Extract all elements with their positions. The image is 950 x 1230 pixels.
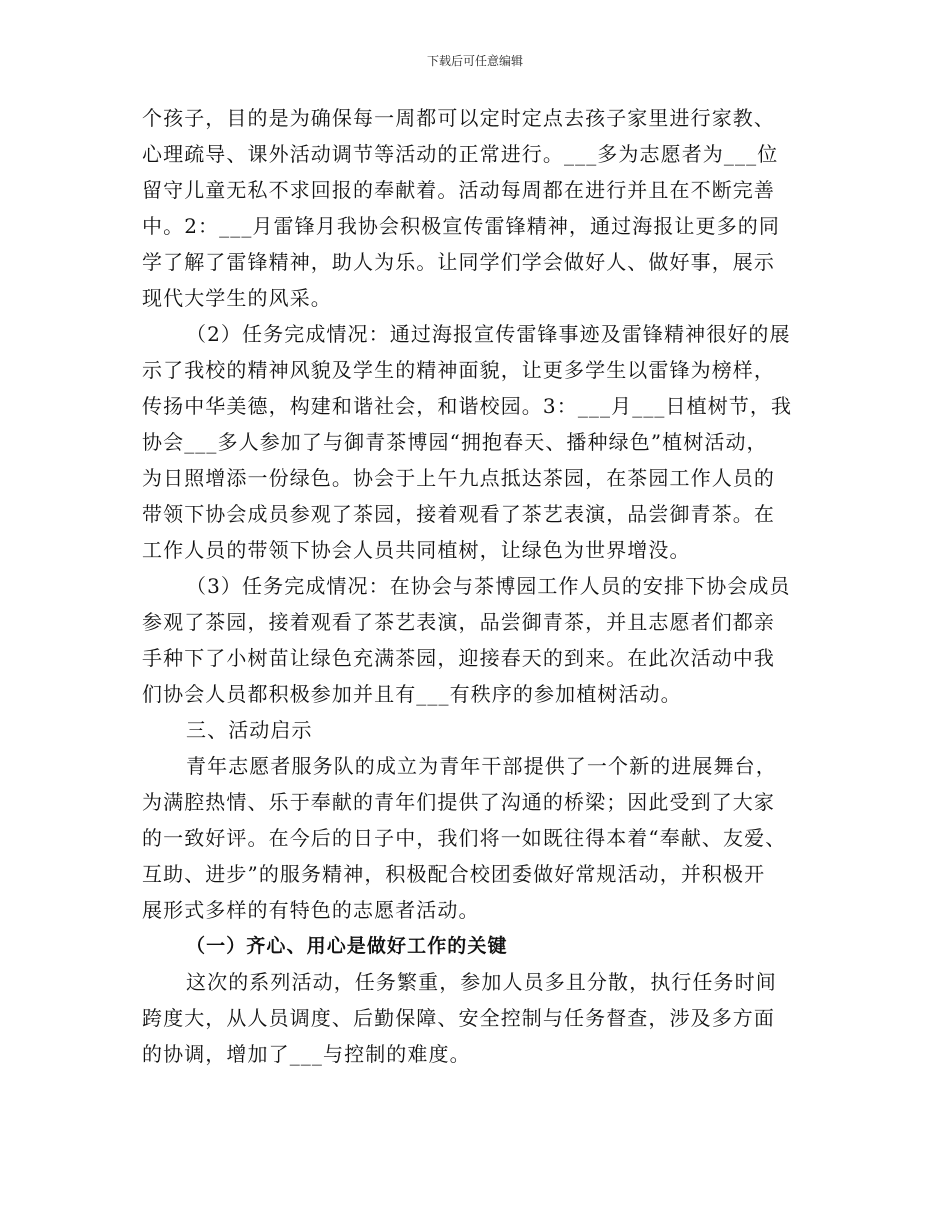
text-line: 展形式多样的有特色的志愿者活动。 xyxy=(142,898,480,922)
text-line: 协会___多人参加了与御青茶博园“拥抱春天、播种绿色”植树活动， xyxy=(142,430,768,454)
text-line: 这次的系列活动，任务繁重，参加人员多且分散，执行任务时间 xyxy=(186,970,777,994)
text-line: 带领下协会成员参观了茶园，接着观看了茶艺表演，品尝御青茶。在 xyxy=(142,502,775,526)
text-line: 们协会人员都积极参加并且有___有秩序的参加植树活动。 xyxy=(142,682,682,706)
subsection-heading: （一）齐心、用心是做好工作的关键 xyxy=(186,935,508,957)
text-line: 工作人员的带领下协会人员共同植树，让绿色为世界增没。 xyxy=(142,538,691,562)
text-line: 现代大学生的风采。 xyxy=(142,286,332,310)
text-line: （3）任务完成情况：在协会与茶博园工作人员的安排下协会成员 xyxy=(186,574,791,598)
text-line: 为满腔热情、乐于奉献的青年们提供了沟通的桥梁；因此受到了大家 xyxy=(142,790,775,814)
text-line: 青年志愿者服务队的成立为青年干部提供了一个新的进展舞台， xyxy=(186,754,777,778)
text-line: 中。2：___月雷锋月我协会积极宣传雷锋精神，通过海报让更多的同 xyxy=(142,214,780,238)
section-heading: 三、活动启示 xyxy=(186,718,313,742)
text-line: 示了我校的精神风貌及学生的精神面貌，让更多学生以雷锋为榜样， xyxy=(142,358,775,382)
text-line: 的协调，增加了___与控制的难度。 xyxy=(142,1042,471,1066)
text-line: 互助、进步”的服务精神，积极配合校团委做好常规活动，并积极开 xyxy=(142,862,766,886)
text-line: 学了解了雷锋精神，助人为乐。让同学们学会做好人、做好事，展示 xyxy=(142,250,775,274)
text-line: 个孩子，目的是为确保每一周都可以定时定点去孩子家里进行家教、 xyxy=(142,106,775,130)
text-line: 为日照增添一份绿色。协会于上午九点抵达茶园，在茶园工作人员的 xyxy=(142,466,775,490)
text-line: 参观了茶园，接着观看了茶艺表演，品尝御青茶，并且志愿者们都亲 xyxy=(142,610,775,634)
page-header: 下载后可任意编辑 xyxy=(426,54,523,68)
text-line: 跨度大，从人员调度、后勤保障、安全控制与任务督查，涉及多方面 xyxy=(142,1006,775,1030)
text-line: 的一致好评。在今后的日子中，我们将一如既往得本着“奉献、友爱、 xyxy=(142,826,787,850)
text-line: 留守儿童无私不求回报的奉献着。活动每周都在进行并且在不断完善 xyxy=(142,178,775,202)
text-line: （2）任务完成情况：通过海报宣传雷锋事迹及雷锋精神很好的展 xyxy=(186,322,791,346)
text-line: 手种下了小树苗让绿色充满茶园，迎接春天的到来。在此次活动中我 xyxy=(142,646,775,670)
text-line: 心理疏导、课外活动调节等活动的正常进行。___多为志愿者为___位 xyxy=(142,142,779,166)
text-line: 传扬中华美德，构建和谐社会，和谐校园。3：___月___日植树节，我 xyxy=(142,394,793,418)
document-body xyxy=(142,100,822,1072)
